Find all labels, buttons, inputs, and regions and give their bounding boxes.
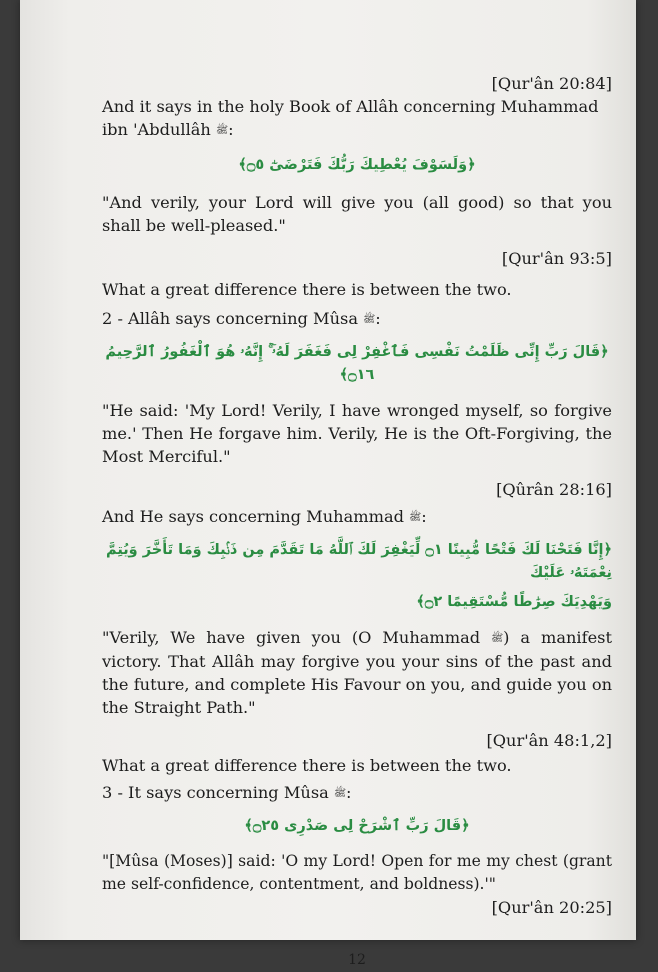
salutation-mark: ﷺ xyxy=(333,788,347,799)
reference-quran-20-84: [Qur'ân 20:84] xyxy=(491,74,612,93)
reference-quran-28-16: [Qûrân 28:16] xyxy=(496,480,612,499)
section-3-heading xyxy=(102,781,612,805)
muhammad-concerning-text: And He says concerning Muhammad xyxy=(102,507,404,526)
translation-48-1-2 xyxy=(102,626,612,719)
intro-text: And it says in the holy Book of Allâh concerning Muhammad ibn 'Abdullâh xyxy=(102,97,599,139)
difference-statement-1: What a great difference there is between the two. xyxy=(102,280,512,299)
section-2-text: 2 - Allâh says concerning Mûsa xyxy=(102,309,358,328)
intro-muhammad-paragraph xyxy=(102,95,612,142)
arabic-verse-28-16: ﴿قَالَ رَبِّ إِنِّى ظَلَمْتُ نَفْسِى فَٱغْفِرْ لِى فَغَفَرَ لَهُۥٓ ۚ إِنَّهُۥ هُوَ ٱلْغَفُورُ ٱلرَّحِيمُ ۝١٦﴾ xyxy=(105,344,609,383)
arabic-verse-48-1-line1: ﴿إِنَّا فَتَحْنَا لَكَ فَتْحًا مُّبِينًا ۝١ لِّيَغْفِرَ لَكَ ٱللَّهُ مَا تَقَدَّمَ مِن ذَنۢبِكَ وَمَا تَأَخَّرَ وَيُتِمَّ نِعْمَتَهُۥ عَلَيْكَ xyxy=(105,542,612,581)
muhammad-concerning-suffix: : xyxy=(421,507,427,526)
reference-quran-48-1-2: [Qur'ân 48:1,2] xyxy=(486,731,612,750)
intro-suffix: : xyxy=(228,120,234,139)
difference-statement-2: What a great difference there is between the two. xyxy=(102,756,512,775)
section-3-text: 3 - It says concerning Mûsa xyxy=(102,783,329,802)
translation-48-rest: ) a manifest victory. That Allâh may forgive you your sins of the past and the future, and complete His Favour on you, and guide you on the Straight Path." xyxy=(102,628,612,717)
translation-48-text: "Verily, We have given you (O Muhammad xyxy=(102,628,481,647)
arabic-verse-20-25: ﴿قَالَ رَبِّ ٱشْرَحْ لِى صَدْرِى ۝٢٥﴾ xyxy=(244,818,470,834)
muhammad-concerning-line xyxy=(102,505,612,529)
translation-20-25: "[Mûsa (Moses)] said: 'O my Lord! Open for me my chest (grant me self-confidence, contentment, and boldness).'" xyxy=(102,852,612,893)
salutation-mark: ﷺ xyxy=(216,125,229,136)
reference-quran-93-5: [Qur'ân 93:5] xyxy=(501,249,612,268)
book-page xyxy=(20,0,636,968)
section-3-suffix: : xyxy=(346,783,352,802)
translation-93-5: "And verily, your Lord will give you (all good) so that you shall be well-pleased." xyxy=(102,193,612,235)
section-2-suffix: : xyxy=(375,309,381,328)
arabic-verse-93-5: ﴿وَلَسَوْفَ يُعْطِيكَ رَبُّكَ فَتَرْضَىٰٓ ۝٥﴾ xyxy=(238,157,476,173)
page-number: 12 xyxy=(348,952,366,968)
reference-quran-20-25: [Qur'ân 20:25] xyxy=(491,898,612,917)
arabic-verse-48-1-line2: وَيَهْدِيَكَ صِرَٰطًا مُّسْتَقِيمًا ۝٢﴾ xyxy=(416,594,612,610)
section-2-heading xyxy=(102,307,612,331)
salutation-mark: ﷺ xyxy=(363,314,376,325)
salutation-mark: ﷺ xyxy=(491,633,504,644)
salutation-mark: ﷺ xyxy=(409,512,422,523)
translation-28-16: "He said: 'My Lord! Verily, I have wronged myself, so forgive me.' Then He forgave him. Verily, He is the Oft-Forgiving, the Most Merciful." xyxy=(102,401,612,466)
page-content xyxy=(102,72,612,972)
